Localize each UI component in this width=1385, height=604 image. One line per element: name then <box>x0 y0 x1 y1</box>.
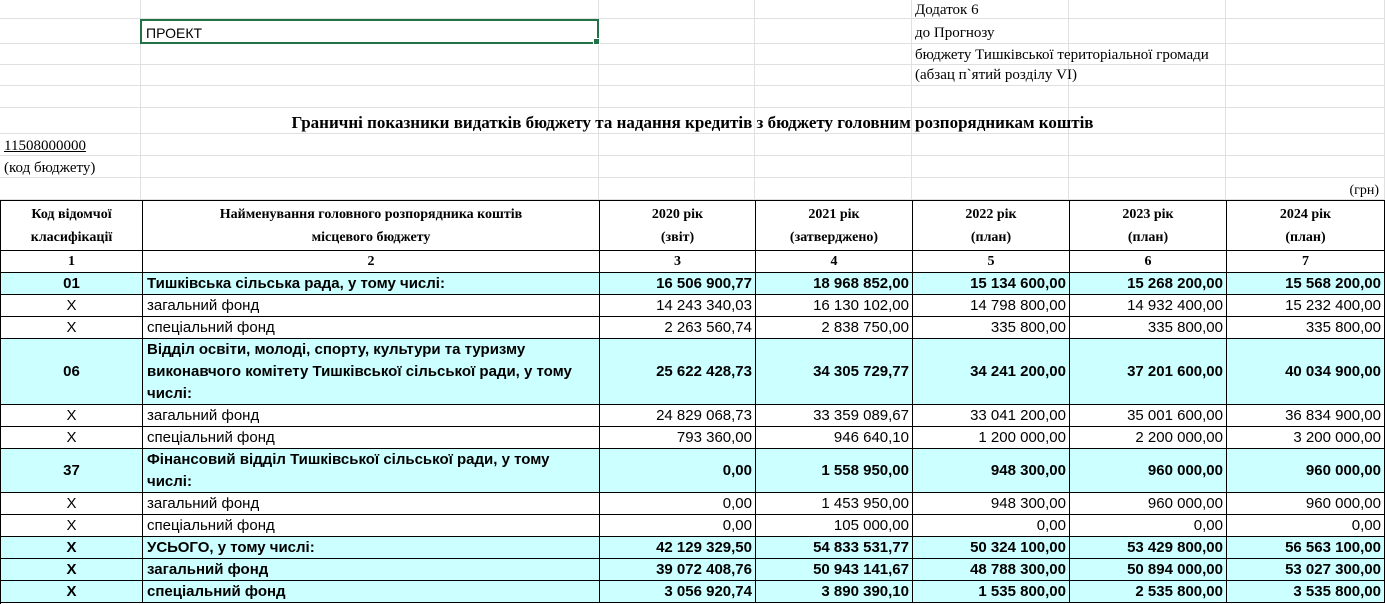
sheet-cell[interactable] <box>755 0 912 19</box>
row-value[interactable] <box>756 449 913 493</box>
row-value[interactable] <box>913 339 1070 405</box>
row-value[interactable] <box>1227 449 1385 493</box>
row-name-text: спеціальний фонд <box>147 318 275 336</box>
row-value-text: 39 072 408,76 <box>656 561 752 578</box>
row-name-text: Відділ освіти, молоді, спорту, культури та туризму виконавчого комітету Тишківської сільської ради, у тому числі: <box>147 340 572 402</box>
row-name[interactable] <box>143 339 600 405</box>
row-code-text: Х <box>66 583 77 600</box>
row-value-text: 54 833 531,77 <box>813 539 909 556</box>
sheet-cell[interactable] <box>755 178 912 200</box>
row-code-text: Х <box>66 539 77 556</box>
row-value-text: 15 134 600,00 <box>970 275 1066 292</box>
row-value-text: 948 300,00 <box>990 462 1066 479</box>
header-year-1 <box>600 201 756 251</box>
sheet-cell[interactable] <box>141 178 599 200</box>
sheet-cell[interactable] <box>141 0 599 19</box>
row-value[interactable] <box>756 537 913 559</box>
row-value-text: 50 894 000,00 <box>1127 561 1223 578</box>
row-value-text: 1 453 950,00 <box>821 495 909 512</box>
row-name-text: УСЬОГО, у тому числі: <box>147 538 315 556</box>
column-number-text: 4 <box>830 253 838 269</box>
row-code-text: 37 <box>63 462 80 479</box>
column-number-text: 6 <box>1144 253 1152 269</box>
sheet-cell[interactable] <box>0 86 141 108</box>
row-value[interactable] <box>1070 493 1227 515</box>
row-code[interactable] <box>1 405 143 427</box>
row-code[interactable] <box>1 581 143 603</box>
column-number-text: 3 <box>674 253 681 269</box>
row-value-text: 42 129 329,50 <box>656 539 752 556</box>
row-value-text: 0,00 <box>722 517 752 534</box>
sheet-cell[interactable] <box>0 178 141 200</box>
row-code-text: Х <box>66 319 77 336</box>
row-value[interactable] <box>1227 273 1385 295</box>
row-value-text: 48 788 300,00 <box>970 561 1066 578</box>
draft-label: ПРОЕКТ <box>146 25 203 41</box>
column-number-text: 1 <box>68 253 75 269</box>
sheet-cell[interactable] <box>599 44 755 65</box>
row-code[interactable] <box>1 537 143 559</box>
row-code[interactable] <box>1 449 143 493</box>
sheet-cell[interactable] <box>141 86 599 108</box>
row-value[interactable] <box>600 515 756 537</box>
sheet-cell[interactable] <box>599 86 755 108</box>
annex-line-3: бюджету Тишківської територіальної громади <box>915 47 1209 63</box>
row-name-text: спеціальний фонд <box>147 516 275 534</box>
sheet-cell[interactable] <box>1069 19 1226 44</box>
row-value-text: 36 834 900,00 <box>1285 407 1381 424</box>
row-value[interactable] <box>1070 273 1227 295</box>
column-number <box>143 251 600 273</box>
sheet-cell[interactable] <box>755 134 912 156</box>
row-value[interactable] <box>913 295 1070 317</box>
row-name[interactable] <box>143 405 600 427</box>
row-value[interactable] <box>913 405 1070 427</box>
row-name[interactable] <box>143 537 600 559</box>
row-value-text: 16 506 900,77 <box>656 275 752 292</box>
page-title: Граничні показники видатків бюджету та надання кредитів з бюджету головним розпорядникам коштів <box>291 113 1094 132</box>
row-value[interactable] <box>913 449 1070 493</box>
row-value[interactable] <box>1227 537 1385 559</box>
row-name-text: спеціальний фонд <box>147 582 286 600</box>
sheet-cell[interactable] <box>755 44 912 65</box>
row-value[interactable] <box>756 581 913 603</box>
row-value[interactable] <box>1227 493 1385 515</box>
draft-label-cell[interactable] <box>140 19 599 44</box>
header-year-status: (план) <box>970 229 1012 245</box>
sheet-cell[interactable] <box>599 156 755 178</box>
row-value[interactable] <box>1070 317 1227 339</box>
sheet-cell[interactable] <box>141 44 599 65</box>
row-value-text: 335 800,00 <box>1147 319 1223 336</box>
row-value[interactable] <box>600 405 756 427</box>
row-value-text: 14 932 400,00 <box>1127 297 1223 314</box>
row-value-text: 3 056 920,74 <box>664 583 752 600</box>
row-value[interactable] <box>600 339 756 405</box>
row-value[interactable] <box>913 537 1070 559</box>
header-year-status: (план) <box>1127 229 1169 245</box>
sheet-cell[interactable] <box>1069 134 1226 156</box>
header-year-label: 2020 рік <box>651 206 704 222</box>
sheet-cell[interactable] <box>1226 134 1385 156</box>
row-value-text: 0,00 <box>1036 517 1066 534</box>
sheet-cell[interactable] <box>912 134 1069 156</box>
row-value-text: 1 558 950,00 <box>821 462 909 479</box>
row-value-text: 2 263 560,74 <box>664 319 752 336</box>
row-value-text: 33 041 200,00 <box>970 407 1066 424</box>
row-name[interactable] <box>143 559 600 581</box>
sheet-cell[interactable] <box>1226 44 1385 65</box>
sheet-cell[interactable] <box>755 156 912 178</box>
row-value[interactable] <box>600 273 756 295</box>
row-value-text: 0,00 <box>722 462 752 479</box>
sheet-cell[interactable] <box>1069 65 1226 86</box>
currency-unit: (грн) <box>1349 183 1379 198</box>
header-year-status: (затверджено) <box>789 229 879 245</box>
row-value[interactable] <box>600 537 756 559</box>
sheet-cell[interactable] <box>912 156 1069 178</box>
sheet-cell[interactable] <box>599 19 755 44</box>
row-value[interactable] <box>1070 515 1227 537</box>
sheet-cell[interactable] <box>141 65 599 86</box>
row-value-text: 0,00 <box>722 495 752 512</box>
row-value-text: 3 535 800,00 <box>1293 583 1381 600</box>
row-value-text: 960 000,00 <box>1305 495 1381 512</box>
column-number <box>1070 251 1227 273</box>
sheet-cell[interactable] <box>1226 65 1385 86</box>
header-year-label: 2024 рік <box>1279 206 1332 222</box>
row-value[interactable] <box>600 559 756 581</box>
column-number <box>756 251 913 273</box>
row-value[interactable] <box>1070 295 1227 317</box>
row-value-text: 35 001 600,00 <box>1127 407 1223 424</box>
sheet-cell[interactable] <box>1069 156 1226 178</box>
row-value-text: 34 241 200,00 <box>970 363 1066 380</box>
row-name[interactable] <box>143 273 600 295</box>
row-name[interactable] <box>143 493 600 515</box>
row-value-text: 15 268 200,00 <box>1127 275 1223 292</box>
row-code[interactable] <box>1 559 143 581</box>
row-name-text: загальний фонд <box>147 560 269 578</box>
header-year-4 <box>1070 201 1227 251</box>
row-value-text: 2 838 750,00 <box>821 319 909 336</box>
row-code-text: 01 <box>63 275 80 292</box>
sheet-cell[interactable] <box>755 19 912 44</box>
row-value[interactable] <box>1070 559 1227 581</box>
column-number <box>600 251 756 273</box>
row-value[interactable] <box>1070 339 1227 405</box>
row-name-text: спеціальний фонд <box>147 428 275 446</box>
row-value-text: 15 232 400,00 <box>1285 297 1381 314</box>
row-value[interactable] <box>756 559 913 581</box>
sheet-cell[interactable] <box>141 134 599 156</box>
row-value-text: 793 360,00 <box>676 429 752 446</box>
row-value[interactable] <box>913 317 1070 339</box>
row-code-text: Х <box>66 407 77 424</box>
row-name-text: загальний фонд <box>147 296 260 314</box>
row-code-text: 06 <box>63 363 80 380</box>
row-value[interactable] <box>1070 427 1227 449</box>
row-value[interactable] <box>1227 427 1385 449</box>
column-number <box>1 251 143 273</box>
row-name[interactable] <box>143 317 600 339</box>
row-value[interactable] <box>913 515 1070 537</box>
header-year-label: 2023 рік <box>1122 206 1174 222</box>
row-code[interactable] <box>1 273 143 295</box>
row-value-text: 2 535 800,00 <box>1135 583 1223 600</box>
row-value-text: 25 622 428,73 <box>656 363 752 380</box>
row-value[interactable] <box>756 317 913 339</box>
row-value[interactable] <box>1227 339 1385 405</box>
row-value-text: 18 968 852,00 <box>813 275 909 292</box>
header-year-label: 2021 рік <box>808 206 860 222</box>
row-value-text: 3 200 000,00 <box>1293 429 1381 446</box>
row-name-text: загальний фонд <box>147 406 260 424</box>
row-value[interactable] <box>1070 449 1227 493</box>
sheet-cell[interactable] <box>0 44 141 65</box>
row-value-text: 1 535 800,00 <box>978 583 1066 600</box>
annex-line-4: (абзац п`ятий розділу VI) <box>915 67 1077 83</box>
row-value[interactable] <box>756 405 913 427</box>
row-name-text: Тишківська сільська рада, у тому числі: <box>147 274 445 292</box>
sheet-cell[interactable] <box>912 178 1069 200</box>
annex-line-2: до Прогнозу <box>915 25 995 41</box>
sheet-cell[interactable] <box>1226 0 1385 19</box>
row-value-text: 948 300,00 <box>990 495 1066 512</box>
header-year-2 <box>756 201 913 251</box>
row-value-text: 960 000,00 <box>1147 495 1223 512</box>
row-code[interactable] <box>1 317 143 339</box>
row-code-text: Х <box>66 297 77 314</box>
row-value[interactable] <box>600 493 756 515</box>
row-value[interactable] <box>913 427 1070 449</box>
row-value[interactable] <box>913 493 1070 515</box>
row-value[interactable] <box>1227 559 1385 581</box>
row-value[interactable] <box>913 559 1070 581</box>
sheet-cell[interactable] <box>1069 0 1226 19</box>
row-value-text: 53 429 800,00 <box>1127 539 1223 556</box>
row-value-text: 33 359 089,67 <box>813 407 909 424</box>
sheet-cell[interactable] <box>599 65 755 86</box>
header-year-label: 2022 рік <box>965 206 1017 222</box>
sheet-cell[interactable] <box>1226 19 1385 44</box>
row-code-text: Х <box>66 495 77 512</box>
sheet-cell[interactable] <box>755 86 912 108</box>
row-value[interactable] <box>1227 405 1385 427</box>
row-value[interactable] <box>756 273 913 295</box>
sheet-cell[interactable] <box>0 19 141 44</box>
row-code-text: Х <box>66 561 77 578</box>
sheet-cell[interactable] <box>912 86 1069 108</box>
row-value-text: 335 800,00 <box>990 319 1066 336</box>
row-value-text: 24 829 068,73 <box>656 407 752 424</box>
row-value[interactable] <box>600 317 756 339</box>
row-code[interactable] <box>1 295 143 317</box>
row-code[interactable] <box>1 515 143 537</box>
column-number-text: 5 <box>987 253 995 269</box>
sheet-cell[interactable] <box>0 0 141 19</box>
row-value-text: 1 200 000,00 <box>978 429 1066 446</box>
row-value-text: 14 798 800,00 <box>970 297 1066 314</box>
sheet-cell[interactable] <box>141 156 599 178</box>
row-value-text: 15 568 200,00 <box>1285 275 1381 292</box>
row-value[interactable] <box>1227 295 1385 317</box>
sheet-cell[interactable] <box>1069 86 1226 108</box>
header-code: Код відомчої класифікації <box>1 201 143 251</box>
row-value-text: 50 324 100,00 <box>970 539 1066 556</box>
row-value[interactable] <box>756 515 913 537</box>
row-code[interactable] <box>1 427 143 449</box>
sheet-cell[interactable] <box>599 134 755 156</box>
header-year-status: (план) <box>1285 229 1326 245</box>
row-value[interactable] <box>1227 581 1385 603</box>
row-value[interactable] <box>1070 581 1227 603</box>
row-name[interactable] <box>143 581 600 603</box>
row-name[interactable] <box>143 515 600 537</box>
row-value[interactable] <box>1227 317 1385 339</box>
row-value-text: 50 943 141,67 <box>813 561 909 578</box>
row-value[interactable] <box>756 339 913 405</box>
row-value-text: 960 000,00 <box>1147 462 1223 479</box>
row-value[interactable] <box>600 295 756 317</box>
header-name: Найменування головного розпорядника коштів місцевого бюджету <box>143 201 600 251</box>
row-code[interactable] <box>1 493 143 515</box>
sheet-cell[interactable] <box>1069 178 1226 200</box>
row-value-text: 946 640,10 <box>833 429 909 446</box>
row-value[interactable] <box>1070 537 1227 559</box>
row-value[interactable] <box>1070 405 1227 427</box>
row-name[interactable] <box>143 449 600 493</box>
row-code[interactable] <box>1 339 143 405</box>
sheet-cell[interactable] <box>1226 156 1385 178</box>
column-number <box>1227 251 1385 273</box>
column-number-text: 7 <box>1302 253 1309 269</box>
row-value-text: 335 800,00 <box>1305 319 1381 336</box>
sheet-cell[interactable] <box>599 0 755 19</box>
row-value-text: 960 000,00 <box>1305 462 1381 479</box>
row-value[interactable] <box>913 581 1070 603</box>
row-value[interactable] <box>1227 515 1385 537</box>
sheet-cell[interactable] <box>599 178 755 200</box>
row-value[interactable] <box>756 427 913 449</box>
row-value-text: 3 890 390,10 <box>821 583 909 600</box>
row-value-text: 34 305 729,77 <box>813 363 909 380</box>
annex-line-1: Додаток 6 <box>915 2 979 18</box>
budget-code: 11508000000 <box>4 138 86 154</box>
budget-code-label: (код бюджету) <box>4 160 96 176</box>
fill-handle[interactable] <box>593 38 600 45</box>
row-name-text: загальний фонд <box>147 494 260 512</box>
row-value-text: 0,00 <box>1351 517 1381 534</box>
row-value-text: 2 200 000,00 <box>1135 429 1223 446</box>
sheet-cell[interactable] <box>755 65 912 86</box>
row-value[interactable] <box>600 427 756 449</box>
row-value-text: 53 027 300,00 <box>1285 561 1381 578</box>
row-name[interactable] <box>143 295 600 317</box>
row-code-text: Х <box>66 429 77 446</box>
row-value-text: 0,00 <box>1193 517 1223 534</box>
column-number <box>913 251 1070 273</box>
row-value[interactable] <box>913 273 1070 295</box>
row-value-text: 105 000,00 <box>833 517 909 534</box>
row-value[interactable] <box>756 493 913 515</box>
row-value[interactable] <box>600 581 756 603</box>
header-year-3 <box>913 201 1070 251</box>
row-name-text: Фінансовий відділ Тишківської сільської ради, у тому числі: <box>147 450 550 490</box>
row-value-text: 40 034 900,00 <box>1285 363 1381 380</box>
row-value[interactable] <box>756 295 913 317</box>
header-year-status: (звіт) <box>660 229 695 245</box>
row-value[interactable] <box>600 449 756 493</box>
row-value-text: 14 243 340,03 <box>656 297 752 314</box>
row-code-text: Х <box>66 517 77 534</box>
row-name[interactable] <box>143 427 600 449</box>
row-value-text: 37 201 600,00 <box>1127 363 1223 380</box>
sheet-cell[interactable] <box>1226 86 1385 108</box>
limits-table <box>0 200 1385 604</box>
row-value-text: 16 130 102,00 <box>813 297 909 314</box>
column-number-text: 2 <box>367 253 375 269</box>
sheet-cell[interactable] <box>0 65 141 86</box>
row-value-text: 56 563 100,00 <box>1285 539 1381 556</box>
header-year-5 <box>1227 201 1385 251</box>
